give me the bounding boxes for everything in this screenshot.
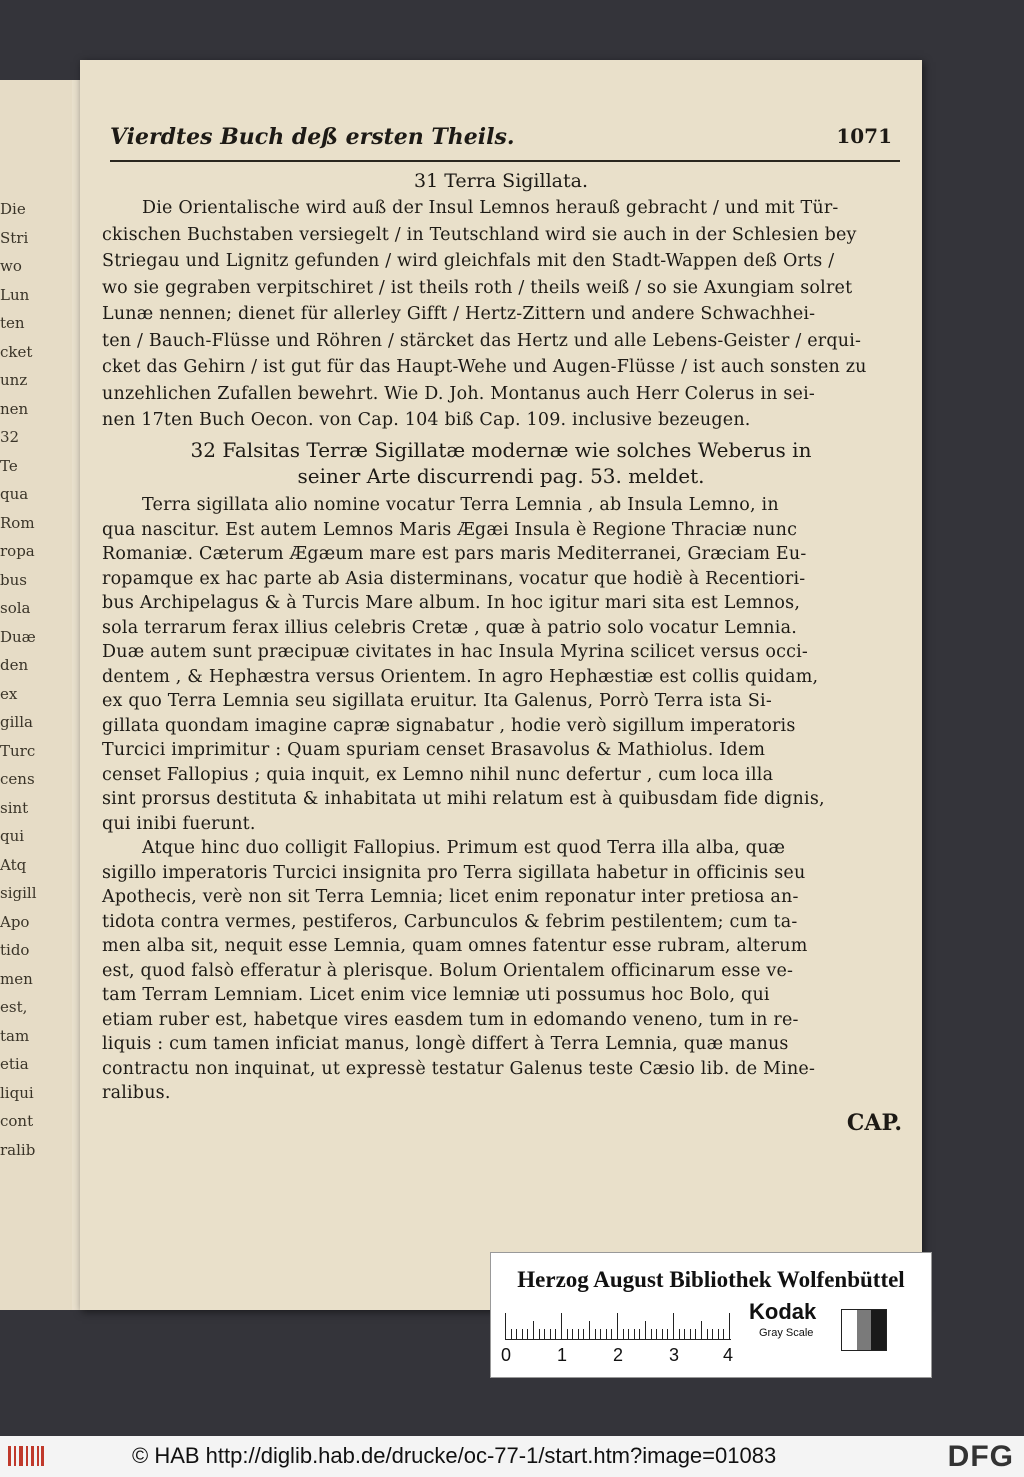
facing-page-edge: [0, 80, 82, 1310]
text-line: tidota contra vermes, pestiferos, Carbunculos & febrim pestilentem; cum ta-: [102, 911, 798, 932]
ruler-number: 2: [613, 1345, 624, 1365]
section-32-heading-line2: seiner Arte discurrendi pag. 53. meldet.: [297, 464, 705, 488]
facing-page-fragment: liqui: [0, 1083, 34, 1102]
text-line: Atque hinc duo colligit Fallopius. Primum est quod Terra illa alba, quæ: [142, 838, 786, 858]
copyright-link[interactable]: © HAB http://diglib.hab.de/drucke/oc-77-1/start.htm?image=01083: [132, 1443, 777, 1468]
text-line: etiam ruber est, habetque vires easdem tum in edomando veneno, tum in re-: [102, 1009, 799, 1030]
text-line: Striegau und Lignitz gefunden / wird gleichfals mit den Stadt-Wappen deß Orts /: [102, 251, 835, 271]
book-page: [80, 60, 922, 1310]
catchword: CAP.: [846, 1110, 902, 1136]
facing-page-fragment: nen: [0, 399, 29, 418]
text-line: qui inibi fuerunt.: [102, 813, 256, 834]
text-line: nen 17ten Buch Oecon. von Cap. 104 biß Cap. 109. inclusive bezeugen.: [102, 410, 751, 430]
facing-page-fragment: den: [0, 656, 29, 674]
text-line: Turcici imprimitur : Quam spuriam censet Brasavolus & Mathiolus. Idem: [102, 740, 766, 760]
text-line: gillata quondam imagine capræ signabatur , hodie verò sigillum imperatoris: [102, 715, 796, 736]
text-line: sint prorsus destituta & inhabitata ut mihi relatum est à quibusdam fide dignis,: [102, 789, 825, 809]
text-line: Terra sigillata alio nomine vocatur Terra Lemnia , ab Insula Lemno, in: [142, 495, 779, 515]
facing-page-fragment: Duæ: [0, 627, 36, 646]
ruler-number: 0: [501, 1345, 512, 1365]
facing-page-fragment: ex: [0, 684, 18, 703]
text-line: ralibus.: [102, 1083, 171, 1103]
text-line: men alba sit, nequit esse Lemnia, quam omnes fatentur esse rubram, alterum: [102, 936, 808, 956]
footer-bar: [0, 1436, 1024, 1477]
text-line: cket das Gehirn / ist gut für das Haupt-Wehe und Augen-Flüsse / ist auch sonsten zu: [102, 357, 867, 377]
facing-page-fragment: tam: [0, 1026, 30, 1045]
facing-page-fragment: ropa: [0, 542, 35, 560]
institution-name: Herzog August Bibliothek Wolfenbüttel: [517, 1267, 905, 1292]
ruler-number: 4: [723, 1345, 734, 1365]
text-line: est, quod falsò efferatur à plerisque. Bolum Orientalem officinarum esse ve-: [102, 960, 794, 981]
text-line: ckischen Buchstaben versiegelt / in Teutschland wird sie auch in der Schlesien bey: [102, 224, 857, 245]
facing-page-fragment: qua: [0, 485, 29, 503]
text-line: Apothecis, verè non sit Terra Lemnia; licet enim reponatur inter pretiosa an-: [102, 887, 799, 907]
text-line: Die Orientalische wird auß der Insul Lemnos herauß gebracht / und mit Tür-: [142, 198, 839, 218]
facing-page-fragment: bus: [0, 570, 27, 589]
section-32-heading-line1: 32 Falsitas Terræ Sigillatæ modernæ wie solches Weberus in: [190, 438, 812, 462]
text-line: qua nascitur. Est autem Lemnos Maris Ægæi Insula è Regione Thraciæ nunc: [102, 519, 798, 540]
facing-page-fragment: cens: [0, 770, 35, 788]
facing-page-fragment: ten: [0, 314, 25, 332]
facing-page-fragment: qui: [0, 827, 25, 845]
measuring-ruler: [505, 1311, 731, 1340]
text-line: censet Fallopius ; quia inquit, ex Lemno nihil nunc defertur , cum loca illa: [102, 764, 774, 785]
running-head: [110, 120, 900, 162]
facing-page-fragment: unz: [0, 371, 28, 389]
facing-page-fragment: gilla: [0, 713, 33, 731]
text-line: bus Archipelagus & à Turcis Mare album. In hoc igitur mari sita est Lemnos,: [102, 593, 801, 613]
text-line: ten / Bauch-Flüsse und Röhren / stärcket das Hertz und alle Lebens-Geister / erqui-: [102, 330, 862, 351]
running-title: Vierdtes Buch deß ersten Theils.: [110, 124, 515, 150]
dfg-logo: DFG: [947, 1440, 1014, 1473]
facing-page-fragment: tido: [0, 941, 30, 959]
ruler-number: 1: [557, 1345, 568, 1365]
facing-page-fragment: Lun: [0, 285, 30, 304]
facing-page-fragment: cont: [0, 1112, 34, 1130]
text-line: Lunæ nennen; dienet für allerley Gifft / Hertz-Zittern und andere Schwachhei-: [102, 304, 816, 324]
text-line: unzehlichen Zufallen bewehrt. Wie D. Joh. Montanus auch Herr Colerus in sei-: [102, 383, 815, 404]
text-line: tam Terram Lemniam. Licet enim vice lemniæ uti possumus hoc Bolo, qui: [102, 985, 770, 1005]
facing-page-fragment: sigill: [0, 884, 37, 902]
text-line: Romaniæ. Cæterum Ægæum mare est pars maris Mediterranei, Græciam Eu-: [102, 544, 807, 564]
kodak-brand: Kodak: [749, 1299, 817, 1324]
text-line: ropamque ex hac parte ab Asia disterminans, vocatur que hodiè à Recentiori-: [102, 568, 806, 589]
facing-page-fragment: Turc: [0, 741, 36, 760]
facing-page-fragment: Die: [0, 200, 26, 218]
facing-page-fragment: wo: [0, 257, 22, 275]
text-line: liquis : cum tamen inficiat manus, longè differt à Terra Lemnia, quæ manus: [102, 1034, 789, 1054]
facing-page-fragment: men: [0, 969, 33, 988]
facing-page-fragment: Stri: [0, 228, 29, 247]
text-line: Duæ autem sunt præcipuæ civitates in hac Insula Myrina scilicet versus occi-: [102, 642, 808, 662]
gray-scale-label: Gray Scale: [759, 1327, 814, 1339]
facing-page-fragment: sint: [0, 798, 29, 817]
text-line: sola terrarum ferax illius celebris Cretæ , quæ à patrio solo vocatur Lemnia.: [102, 617, 797, 638]
text-line: dentem , & Hephæstra versus Orientem. In agro Hephæstiæ est collis quidam,: [102, 666, 819, 687]
ruler-number: 3: [669, 1345, 680, 1365]
barcode-icon: [6, 1442, 46, 1470]
facing-page-fragment: Atq: [0, 855, 27, 874]
facing-page-fragment: etia: [0, 1055, 29, 1073]
text-line: wo sie gegraben verpitschiret / ist theils roth / theils weiß / so sie Axungiam solret: [102, 277, 853, 298]
facing-page-fragment: sola: [0, 599, 31, 617]
facing-page-fragment: 32: [0, 428, 20, 446]
section-31-heading: 31 Terra Sigillata.: [413, 170, 588, 192]
facing-page-fragment: Te: [0, 456, 18, 475]
facing-page-fragment: Rom: [0, 513, 35, 532]
text-line: contractu non inquinat, ut expressè testatur Galenus teste Cæsio lib. de Mine-: [102, 1058, 816, 1079]
facing-page-fragment: cket: [0, 342, 33, 361]
facing-page-fragment: est,: [0, 998, 28, 1016]
text-line: ex quo Terra Lemnia seu sigillata eruitur. Ita Galenus, Porrò Terra ista Si-: [102, 691, 772, 711]
text-line: sigillo imperatoris Turcici insignita pro Terra sigillata habetur in officinis seu: [102, 862, 806, 883]
color-reference-card: [490, 1252, 932, 1378]
facing-page-fragment: ralib: [0, 1140, 36, 1159]
gray-scale-patch: [841, 1309, 887, 1351]
facing-page-fragment: Apo: [0, 912, 30, 931]
page-number: 1071: [836, 124, 892, 148]
